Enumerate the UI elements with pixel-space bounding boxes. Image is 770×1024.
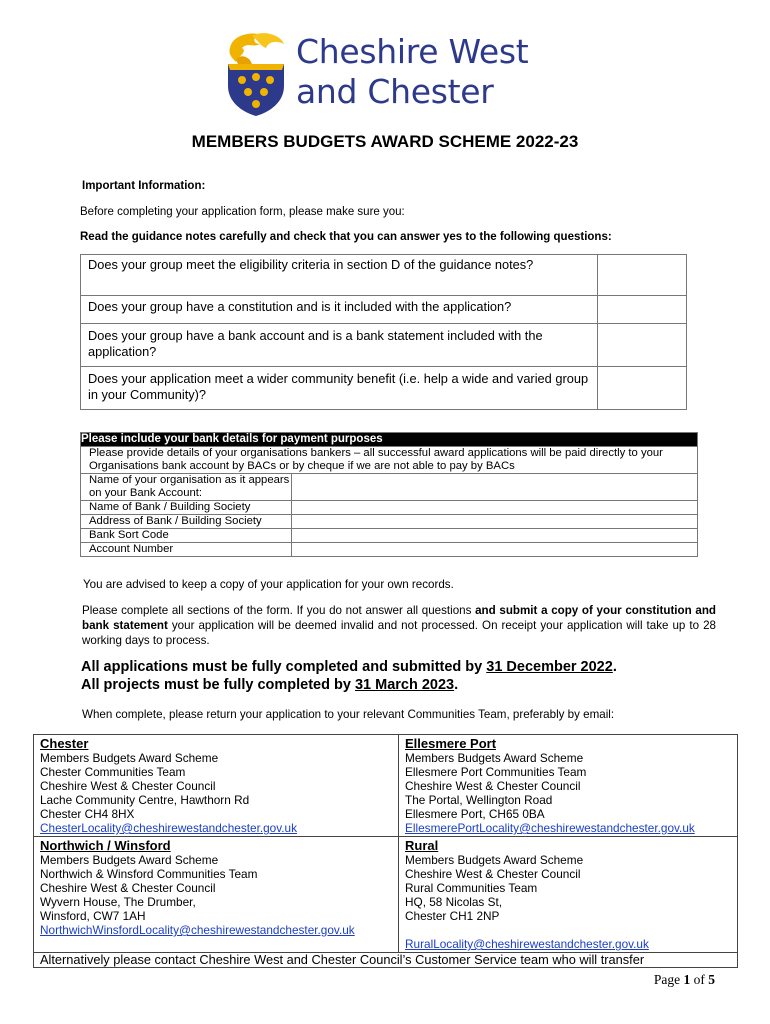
contact-line: Cheshire West & Chester Council xyxy=(40,881,216,895)
contact-line: Chester Communities Team xyxy=(40,765,186,779)
eligibility-answer-cell[interactable] xyxy=(598,255,687,296)
complete-text-1: Please complete all sections of the form. If you do not answer all questions xyxy=(82,604,476,617)
bank-address-field[interactable] xyxy=(292,515,698,529)
contact-line: Northwich & Winsford Communities Team xyxy=(40,867,258,881)
contact-heading: Ellesmere Port xyxy=(405,736,497,751)
table-row xyxy=(81,255,687,296)
complete-text-bold: and submit a copy of your constitution and bank statement xyxy=(82,604,716,632)
submission-date: 31 December 2022 xyxy=(486,659,613,675)
eligibility-question: Does your application meet a wider community benefit (i.e. help a wide and varied group in your Community)? xyxy=(81,367,598,410)
bank-header-row xyxy=(81,433,698,447)
contact-heading: Rural xyxy=(405,838,439,853)
contact-line: Chester CH1 2NP xyxy=(405,909,500,923)
bank-header: Please include your bank details for payment purposes xyxy=(81,433,698,447)
contact-line: Winsford, CW7 1AH xyxy=(40,909,146,923)
contact-line: Rural Communities Team xyxy=(405,881,538,895)
bank-details-table xyxy=(80,432,698,557)
contact-line: Members Budgets Award Scheme xyxy=(405,853,584,867)
bank-field-label: Account Number xyxy=(81,543,292,557)
table-row xyxy=(81,474,698,501)
bank-field-label: Address of Bank / Building Society xyxy=(81,515,292,529)
table-row xyxy=(81,367,687,410)
eligibility-answer-cell[interactable] xyxy=(598,296,687,324)
contact-ellesmere-port xyxy=(399,735,738,837)
contact-chester xyxy=(34,735,399,837)
logo-wordmark xyxy=(296,32,528,112)
eligibility-question: Does your group have a bank account and is a bank statement included with the application? xyxy=(81,324,598,367)
table-row xyxy=(81,529,698,543)
deadlines xyxy=(81,658,617,694)
important-heading: Important Information: xyxy=(82,180,206,192)
contact-line: Members Budgets Award Scheme xyxy=(40,751,219,765)
table-row xyxy=(81,543,698,557)
advice-copy-text: You are advised to keep a copy of your application for your own records. xyxy=(83,578,454,591)
eligibility-answer-cell[interactable] xyxy=(598,367,687,410)
eligibility-answer-cell[interactable] xyxy=(598,324,687,367)
contact-email-link[interactable]: ChesterLocality@cheshirewestandchester.gov.uk xyxy=(40,821,298,835)
return-instruction: When complete, please return your application to your relevant Communities Team, preferably by email: xyxy=(82,708,615,721)
contact-line: Cheshire West & Chester Council xyxy=(405,867,581,881)
table-row xyxy=(81,515,698,529)
contact-email-link[interactable]: NorthwichWinsfordLocality@cheshirewestandchester.gov.uk xyxy=(40,923,355,937)
deadline-period: . xyxy=(612,659,617,675)
bank-field-label: Name of Bank / Building Society xyxy=(81,501,292,515)
deadline-period: . xyxy=(454,677,459,693)
contact-heading: Northwich / Winsford xyxy=(40,838,171,853)
contact-northwich-winsford xyxy=(34,837,399,953)
contact-line: Members Budgets Award Scheme xyxy=(405,751,584,765)
sort-code-field[interactable] xyxy=(292,529,698,543)
contact-line: Chester CH4 8HX xyxy=(40,807,135,821)
page-prefix: Page xyxy=(653,972,684,987)
table-row xyxy=(34,837,738,953)
contact-heading: Chester xyxy=(40,736,89,751)
table-row xyxy=(81,447,698,474)
submission-deadline xyxy=(81,658,617,676)
table-row xyxy=(34,735,738,837)
contact-rural xyxy=(399,837,738,953)
bank-name-field[interactable] xyxy=(292,501,698,515)
page-number xyxy=(654,972,715,988)
alternative-contact-text: Alternatively please contact Cheshire West and Chester Council’s Customer Service team who will transfer xyxy=(34,953,738,968)
contact-line: Cheshire West & Chester Council xyxy=(405,779,581,793)
table-row xyxy=(81,501,698,515)
deadline-text: All applications must be fully completed and submitted by xyxy=(81,659,487,675)
page-total: 5 xyxy=(708,972,715,987)
project-deadline xyxy=(81,676,617,694)
contacts-table xyxy=(33,734,738,968)
council-logo xyxy=(222,30,562,118)
contact-line: Ellesmere Port, CH65 0BA xyxy=(405,807,545,821)
contact-line: The Portal, Wellington Road xyxy=(405,793,553,807)
project-date: 31 March 2023 xyxy=(354,677,455,693)
contact-email-link[interactable]: RuralLocality@cheshirewestandchester.gov.uk xyxy=(405,937,649,951)
table-row xyxy=(34,953,738,968)
complete-text-2: your application will be deemed invalid and not processed. On receipt your application will take up to 28 working days to process. xyxy=(82,619,717,647)
deadline-text: All projects must be fully completed by xyxy=(81,677,355,693)
complete-paragraph xyxy=(82,603,716,648)
contact-line: HQ, 58 Nicolas St, xyxy=(405,895,503,909)
contact-line: Members Budgets Award Scheme xyxy=(40,853,219,867)
contact-line: Lache Community Centre, Hawthorn Rd xyxy=(40,793,250,807)
contact-line: Cheshire West & Chester Council xyxy=(40,779,216,793)
logo-line-1: Cheshire West xyxy=(296,32,529,71)
eligibility-question: Does your group meet the eligibility criteria in section D of the guidance notes? xyxy=(81,255,598,296)
guidance-instruction: Read the guidance notes carefully and check that you can answer yes to the following questions: xyxy=(80,231,612,243)
account-number-field[interactable] xyxy=(292,543,698,557)
eligibility-table xyxy=(80,254,687,410)
contact-email-link[interactable]: EllesmerePortLocality@cheshirewestandchester.gov.uk xyxy=(405,821,695,835)
intro-text: Before completing your application form, please make sure you: xyxy=(80,206,405,218)
contact-line: Ellesmere Port Communities Team xyxy=(405,765,587,779)
bank-field-label: Name of your organisation as it appears on your Bank Account: xyxy=(81,474,292,501)
logo-line-2: and Chester xyxy=(296,72,494,111)
table-row xyxy=(81,324,687,367)
eligibility-question: Does your group have a constitution and is it included with the application? xyxy=(81,296,598,324)
council-crest-icon xyxy=(222,30,296,118)
bank-field-label: Bank Sort Code xyxy=(81,529,292,543)
table-row xyxy=(81,296,687,324)
bank-instructions: Please provide details of your organisations bankers – all successful award applications will be paid directly to your Organisations bank account by BACs or by cheque if we are not able to pay by BACs xyxy=(81,447,698,474)
page-of: of xyxy=(690,972,709,987)
organisation-name-field[interactable] xyxy=(292,474,698,501)
contact-line: Wyvern House, The Drumber, xyxy=(40,895,196,909)
page-title: MEMBERS BUDGETS AWARD SCHEME 2022-23 xyxy=(191,132,579,151)
page-current: 1 xyxy=(683,972,691,987)
